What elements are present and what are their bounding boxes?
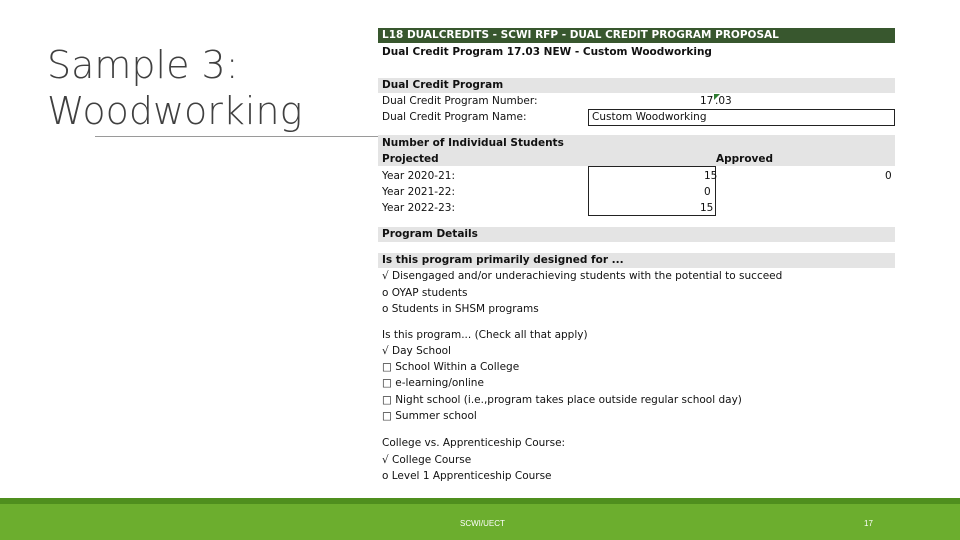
program-title xyxy=(378,45,895,60)
year-label: Year 2021-22: xyxy=(382,186,455,198)
slide-title-line-1: Sample 3: xyxy=(47,43,239,87)
list-item-text: √ College Course xyxy=(382,454,472,466)
check-all-header-text: Is this program... (Check all that apply) xyxy=(382,329,588,341)
approved-label: Approved xyxy=(716,153,774,165)
list-item-text: □ e-learning/online xyxy=(382,377,484,389)
list-item-text: o Students in SHSM programs xyxy=(382,303,539,315)
year-row xyxy=(378,169,895,184)
program-name-value: Custom Woodworking xyxy=(592,111,707,123)
year-projected: 15 xyxy=(700,202,714,214)
list-item-text: o Level 1 Apprenticeship Course xyxy=(382,470,552,482)
slide-title-line-2: Woodworking xyxy=(47,89,303,133)
list-item xyxy=(378,453,895,468)
page-number: 17 xyxy=(864,519,873,528)
slide-title xyxy=(47,42,302,134)
year-projected: 15 xyxy=(704,170,718,182)
program-name-label: Dual Credit Program Name: xyxy=(382,111,527,123)
course-type-header xyxy=(378,436,895,451)
year-projected: 0 xyxy=(704,186,711,198)
footer-accent xyxy=(0,498,960,504)
year-row xyxy=(378,201,895,216)
list-item-text: √ Day School xyxy=(382,345,451,357)
program-number-row xyxy=(378,94,895,109)
program-title-text: Dual Credit Program 17.03 NEW - Custom Woodworking xyxy=(382,46,712,58)
section-program-label: Dual Credit Program xyxy=(382,79,504,91)
list-item-text: □ Night school (i.e.,program takes place outside regular school day) xyxy=(382,394,742,406)
list-item-text: √ Disengaged and/or underachieving students with the potential to succeed xyxy=(382,270,783,282)
designed-for-header-text: Is this program primarily designed for ... xyxy=(382,254,624,266)
list-item-text: □ Summer school xyxy=(382,410,477,422)
section-details-label: Program Details xyxy=(382,228,478,240)
year-label: Year 2020-21: xyxy=(382,170,455,182)
sheet-banner xyxy=(378,28,895,43)
year-approved: 0 xyxy=(885,170,892,182)
list-item xyxy=(378,409,895,424)
list-item xyxy=(378,344,895,359)
projected-label: Projected xyxy=(382,153,439,165)
year-row xyxy=(378,185,895,200)
list-item-text: o OYAP students xyxy=(382,287,468,299)
program-number-value-a: 17 xyxy=(700,95,714,107)
list-item xyxy=(378,286,895,301)
list-item xyxy=(378,360,895,375)
course-type-header-text: College vs. Apprenticeship Course: xyxy=(382,437,566,449)
program-name-row xyxy=(378,110,895,125)
designed-for-header xyxy=(378,253,895,268)
program-number-value-b: .03 xyxy=(715,95,732,107)
section-students-label: Number of Individual Students xyxy=(382,137,564,149)
list-item-text: □ School Within a College xyxy=(382,361,520,373)
title-underline xyxy=(95,136,380,137)
section-details xyxy=(378,227,895,242)
list-item xyxy=(378,376,895,391)
list-item xyxy=(378,269,895,284)
list-item xyxy=(378,393,895,408)
program-number-label: Dual Credit Program Number: xyxy=(382,95,538,107)
check-all-header xyxy=(378,328,895,343)
section-program xyxy=(378,78,895,93)
spreadsheet-excerpt xyxy=(378,27,895,489)
cell-comment-marker xyxy=(714,94,720,100)
section-students xyxy=(378,135,895,166)
footer-center-text: SCWI/UECT xyxy=(460,519,505,528)
year-label: Year 2022-23: xyxy=(382,202,455,214)
list-item xyxy=(378,469,895,484)
sheet-banner-text: L18 DUALCREDITS - SCWI RFP - DUAL CREDIT PROGRAM PROPOSAL xyxy=(382,29,779,41)
list-item xyxy=(378,302,895,317)
